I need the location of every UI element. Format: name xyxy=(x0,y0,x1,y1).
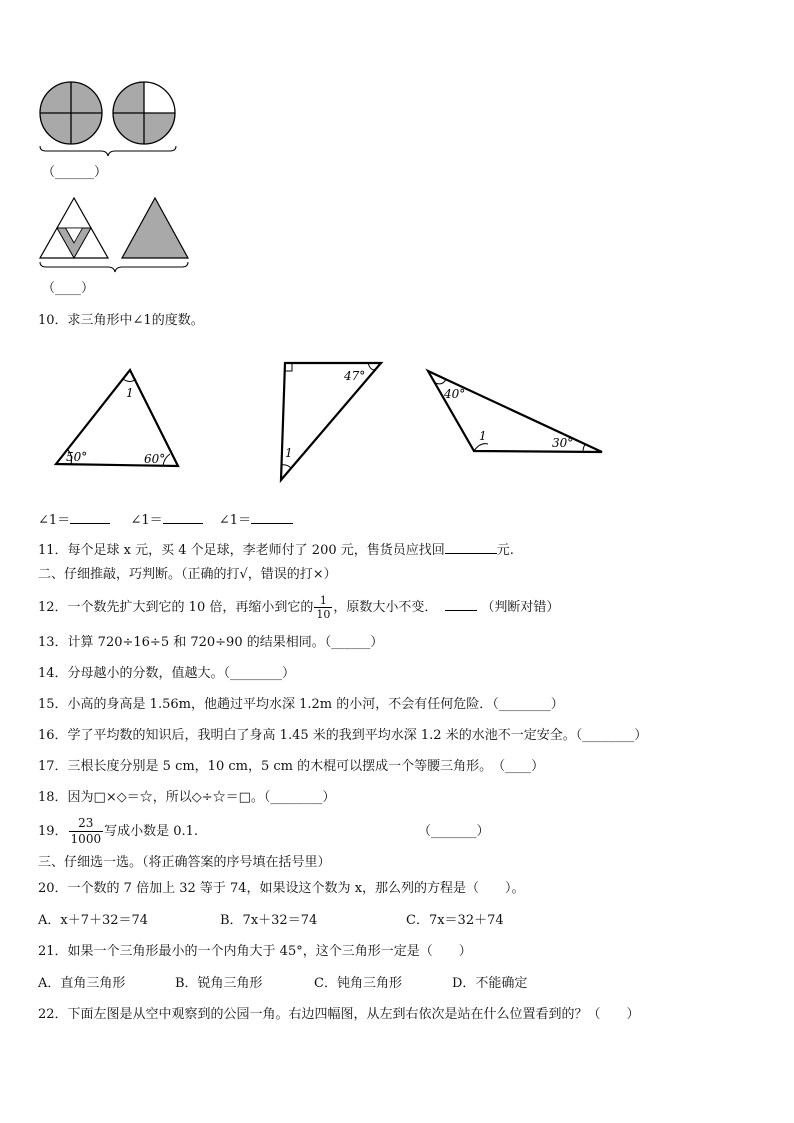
angle-50-label: 50° xyxy=(66,450,88,464)
question-17: 17．三根长度分别是 5 cm，10 cm，5 cm 的木棍可以摆成一个等腰三角形。 （____） xyxy=(38,759,545,774)
q10-answers xyxy=(38,510,293,530)
question-12 xyxy=(38,592,559,624)
option-d[interactable]: D．不能确定 xyxy=(452,976,528,991)
question-12-text-b: ，原数大小不变． xyxy=(333,600,438,615)
question-19 xyxy=(38,814,198,850)
fraction-denominator: 1000 xyxy=(70,832,102,846)
option-c[interactable]: C．钝角三角形 xyxy=(314,976,402,991)
shaded-triangle xyxy=(122,198,188,258)
answer-2-label: ∠1＝ xyxy=(130,513,163,528)
answer-1-blank[interactable] xyxy=(70,510,110,524)
triangle-3 xyxy=(422,366,608,458)
question-19-answer: （_______） xyxy=(418,824,490,839)
question-11-unit: 元. xyxy=(496,543,514,558)
question-12-text-a: 12．一个数先扩大到它的 10 倍，再缩小到它的 xyxy=(38,600,314,615)
answer-3-blank[interactable] xyxy=(251,510,293,524)
section-3-heading: 三、仔细选一选。（将正确答案的序号填在括号里） xyxy=(38,855,331,870)
angle-60-label: 60° xyxy=(144,452,166,466)
brace xyxy=(40,146,176,156)
question-15: 15．小高的身高是 1.56m，他趟过平均水深 1.2m 的小河，不会有任何危险．（________） xyxy=(38,697,564,712)
answer-1-label: ∠1＝ xyxy=(38,513,71,528)
fraction-numerator: 23 xyxy=(69,816,104,832)
question-16: 16．学了平均数的知识后，我明白了身高 1.45 米的我到平均水深 1.2 米的水池不一定安全。（________） xyxy=(38,728,648,743)
question-14: 14．分母越小的分数，值越大。（________） xyxy=(38,666,296,681)
triangles-answer: （____） xyxy=(42,281,95,296)
question-13: 13．计算 720÷16÷5 和 720÷90 的结果相同。（______） xyxy=(38,635,384,650)
angle-1-label: 1 xyxy=(126,386,134,400)
option-c[interactable]: C．7x＝32＋74 xyxy=(406,913,504,928)
brace xyxy=(40,262,188,272)
triangle-2 xyxy=(276,360,386,485)
fraction-denominator: 10 xyxy=(316,608,331,621)
fraction-1-10 xyxy=(314,594,332,621)
section-2-heading: 二、仔细推敲，巧判断。（正确的打√，错误的打×） xyxy=(38,567,337,582)
answer-3-label: ∠1＝ xyxy=(218,513,252,528)
angle-1-label: 1 xyxy=(285,446,293,460)
fraction-numerator: 1 xyxy=(314,594,332,608)
question-22: 22．下面左图是从空中观察到的公园一角。右边四幅图，从左到右依次是站在什么位置看到的？（ ） xyxy=(38,1007,640,1022)
question-19-text: 写成小数是 0.1. xyxy=(104,824,199,839)
question-11 xyxy=(38,540,514,560)
angle-40-label: 40° xyxy=(444,387,466,401)
question-11-blank[interactable] xyxy=(445,540,497,554)
question-20: 20．一个数的 7 倍加上 32 等于 74，如果设这个数为 x，那么列的方程是（ ）。 xyxy=(38,881,525,896)
question-10: 10．求三角形中∠1的度数。 xyxy=(38,313,204,328)
option-b[interactable]: B．锐角三角形 xyxy=(175,976,263,991)
question-18: 18．因为□×◇＝☆，所以◇÷☆＝□。（________） xyxy=(38,790,336,805)
question-21: 21．如果一个三角形最小的一个内角大于 45°，这个三角形一定是（ ） xyxy=(38,944,472,959)
divided-triangle xyxy=(40,198,108,258)
fraction-circles-figure xyxy=(36,80,186,160)
answer-2-blank[interactable] xyxy=(163,510,203,524)
question-12-blank[interactable] xyxy=(445,597,477,611)
question-11-text: 11．每个足球 x 元，买 4 个足球，李老师付了 200 元，售货员应找回 xyxy=(38,543,445,558)
angle-1-label: 1 xyxy=(479,429,487,443)
three-quarter-circle xyxy=(113,82,175,144)
angle-47-label: 47° xyxy=(344,369,366,383)
triangles-figure xyxy=(36,194,196,274)
triangle-1 xyxy=(50,364,190,474)
option-a[interactable]: A．直角三角形 xyxy=(38,976,126,991)
option-b[interactable]: B．7x＋32＝74 xyxy=(220,913,318,928)
fraction-circles-answer: （______） xyxy=(42,165,108,180)
question-12-suffix: （判断对错） xyxy=(481,600,560,615)
angle-30-label: 30° xyxy=(552,436,574,450)
question-19-number: 19． xyxy=(38,824,68,839)
fraction-23-1000 xyxy=(69,816,104,847)
option-a[interactable]: A．x＋7＋32＝74 xyxy=(38,913,149,928)
